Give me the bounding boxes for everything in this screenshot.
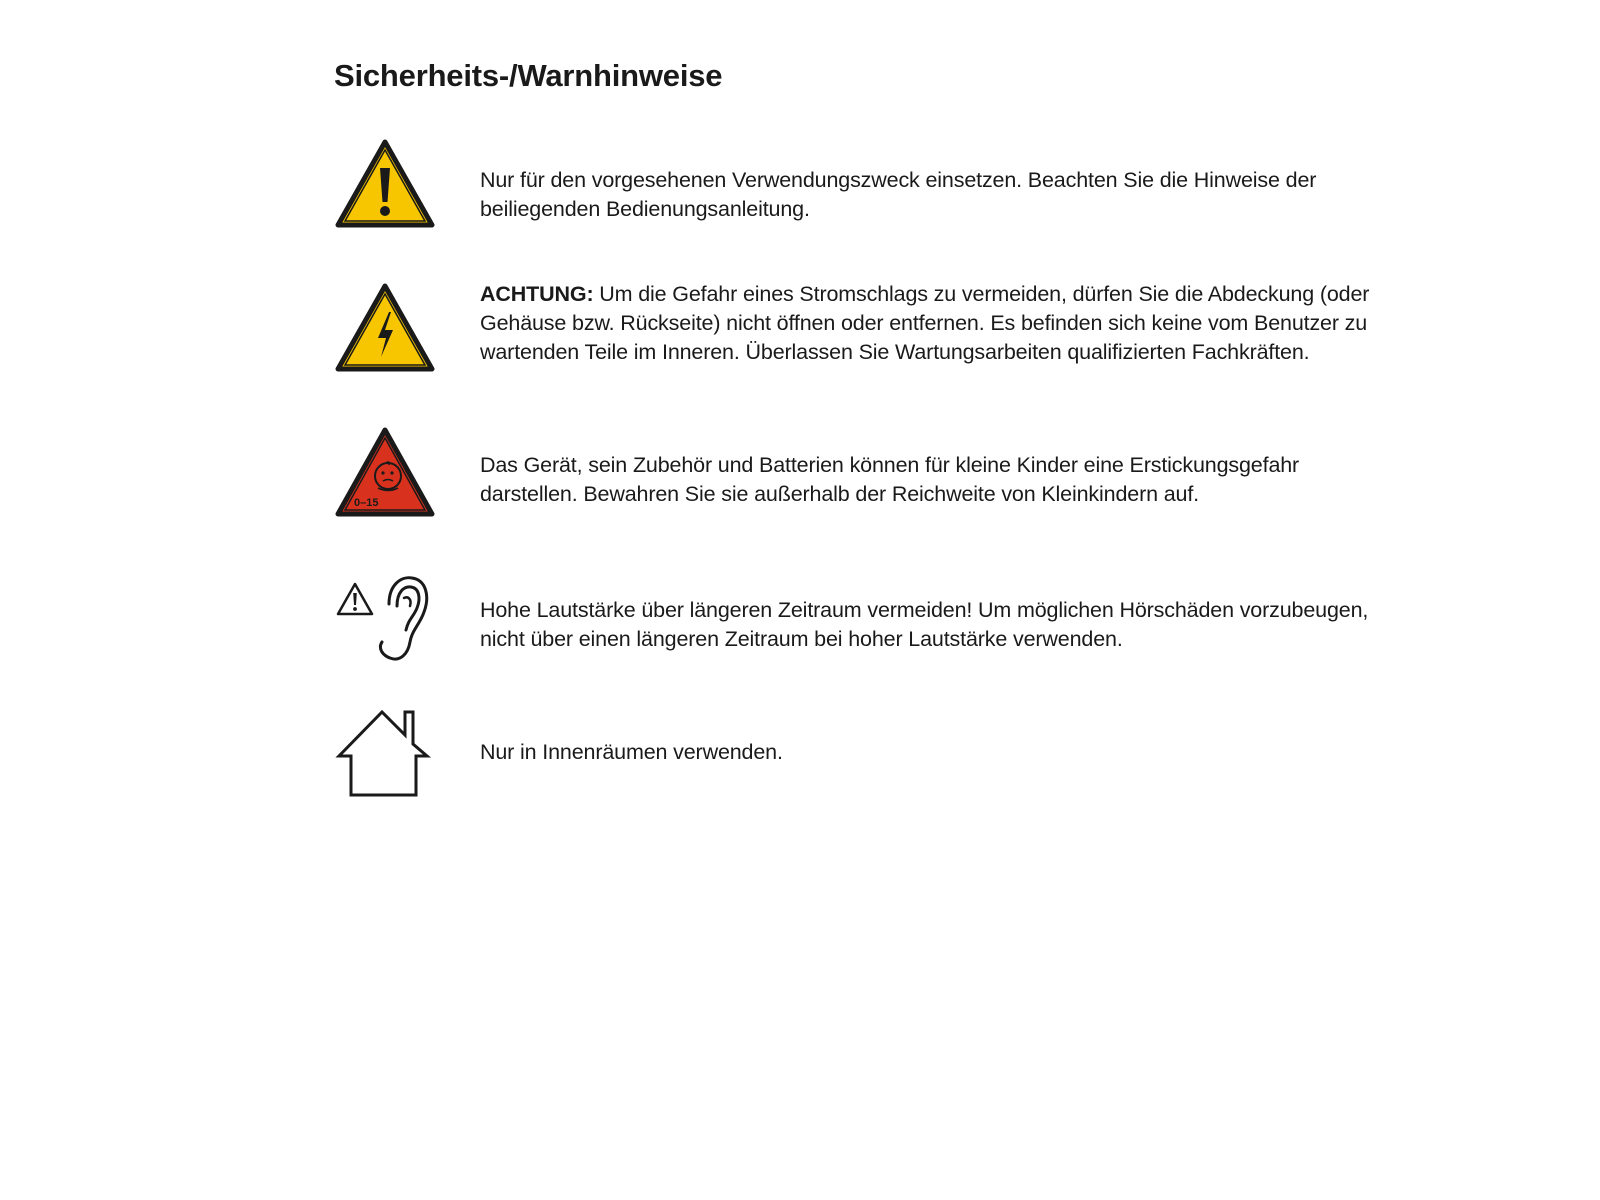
page-title: Sicherheits-/Warnhinweise (334, 58, 723, 93)
choking-hazard-warning-icon (334, 426, 436, 522)
notice-text (480, 451, 1392, 509)
notice-emphasis: ACHTUNG: (480, 282, 594, 306)
notice-text (480, 166, 1392, 224)
indoor-use-only-house-icon (334, 702, 436, 798)
general-warning-triangle-icon (334, 138, 436, 234)
notice-text (480, 280, 1392, 367)
notice-text (480, 738, 1392, 767)
notice-body: Nur für den vorgesehenen Verwendungszweck einsetzen. Beachten Sie die Hinweise der beiliegenden Bedienungsanleitung. (480, 168, 1317, 221)
age-range-label: 0–15 (354, 497, 379, 509)
notice-text (480, 596, 1392, 654)
notice-body: Das Gerät, sein Zubehör und Batterien können für kleine Kinder eine Erstickungsgefahr darstellen. Bewahren Sie sie außerhalb der Reichweite von Kleinkindern auf. (480, 453, 1300, 506)
notice-body: Nur in Innenräumen verwenden. (480, 740, 783, 764)
hearing-damage-warning-icon (334, 570, 436, 666)
notice-body: Um die Gefahr eines Stromschlags zu vermeiden, dürfen Sie die Abdeckung (oder Gehäuse bzw. Rückseite) nicht öffnen oder entfernen. Es befinden sich keine vom Benutzer zu wartenden Teile im Inneren. Überlassen Sie Wartungsarbeiten qualifizierten Fachkräften. (480, 282, 1370, 364)
safety-notice-sheet (334, 58, 1394, 764)
notice-body: Hohe Lautstärke über längeren Zeitraum vermeiden! Um möglichen Hörschäden vorzubeugen, nicht über einen längeren Zeitraum bei hoher Lautstärke verwenden. (480, 598, 1369, 651)
electric-shock-warning-icon (334, 282, 436, 378)
